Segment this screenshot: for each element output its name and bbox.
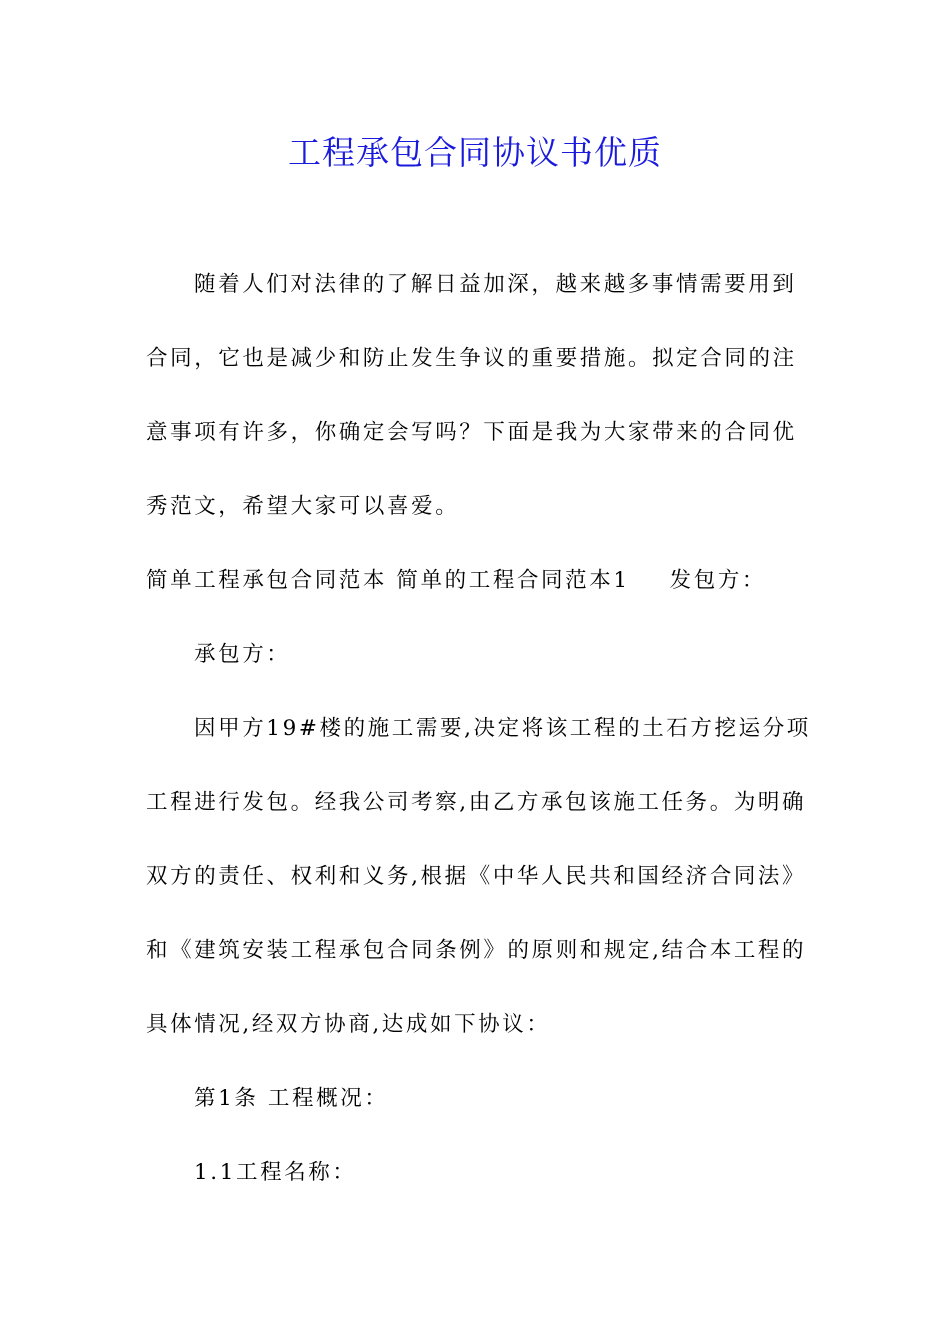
intro-line: 合同，它也是减少和防止发生争议的重要措施。拟定合同的注 bbox=[146, 346, 797, 371]
contractor-line bbox=[146, 618, 806, 692]
clause-line: 双方的责任、权利和义务,根据《中华人民共和国经济合同法》 bbox=[146, 864, 807, 889]
clause-line: 因甲方19#楼的施工需要,决定将该工程的土石方挖运分项 bbox=[194, 716, 811, 741]
article-1-heading-line bbox=[146, 1062, 806, 1136]
item-1-1-line bbox=[146, 1136, 806, 1210]
employer-label: 发包方： bbox=[669, 568, 767, 593]
article-1-heading: 第1条 工程概况： bbox=[194, 1086, 389, 1111]
document-title: 工程承包合同协议书优质 bbox=[288, 133, 662, 172]
clause-line: 和《建筑安装工程承包合同条例》的原则和规定,结合本工程的 bbox=[146, 938, 807, 963]
clause-line: 具体情况,经双方协商,达成如下协议： bbox=[146, 1012, 551, 1037]
contractor-label: 承包方： bbox=[194, 642, 291, 667]
clause-paragraph bbox=[146, 692, 811, 1062]
template-heading: 简单工程承包合同范本 简单的工程合同范本1 bbox=[146, 568, 630, 593]
intro-line: 意事项有许多，你确定会写吗？下面是我为大家带来的合同优 bbox=[146, 420, 797, 445]
intro-line: 秀范文，希望大家可以喜爱。 bbox=[146, 494, 460, 519]
intro-paragraph bbox=[146, 248, 806, 544]
template-heading-line bbox=[146, 544, 806, 618]
clause-line: 工程进行发包。经我公司考察,由乙方承包该施工任务。为明确 bbox=[146, 790, 807, 815]
intro-line: 随着人们对法律的了解日益加深，越来越多事情需要用到 bbox=[194, 272, 797, 297]
item-1-1-label: 1.1工程名称： bbox=[194, 1160, 357, 1185]
